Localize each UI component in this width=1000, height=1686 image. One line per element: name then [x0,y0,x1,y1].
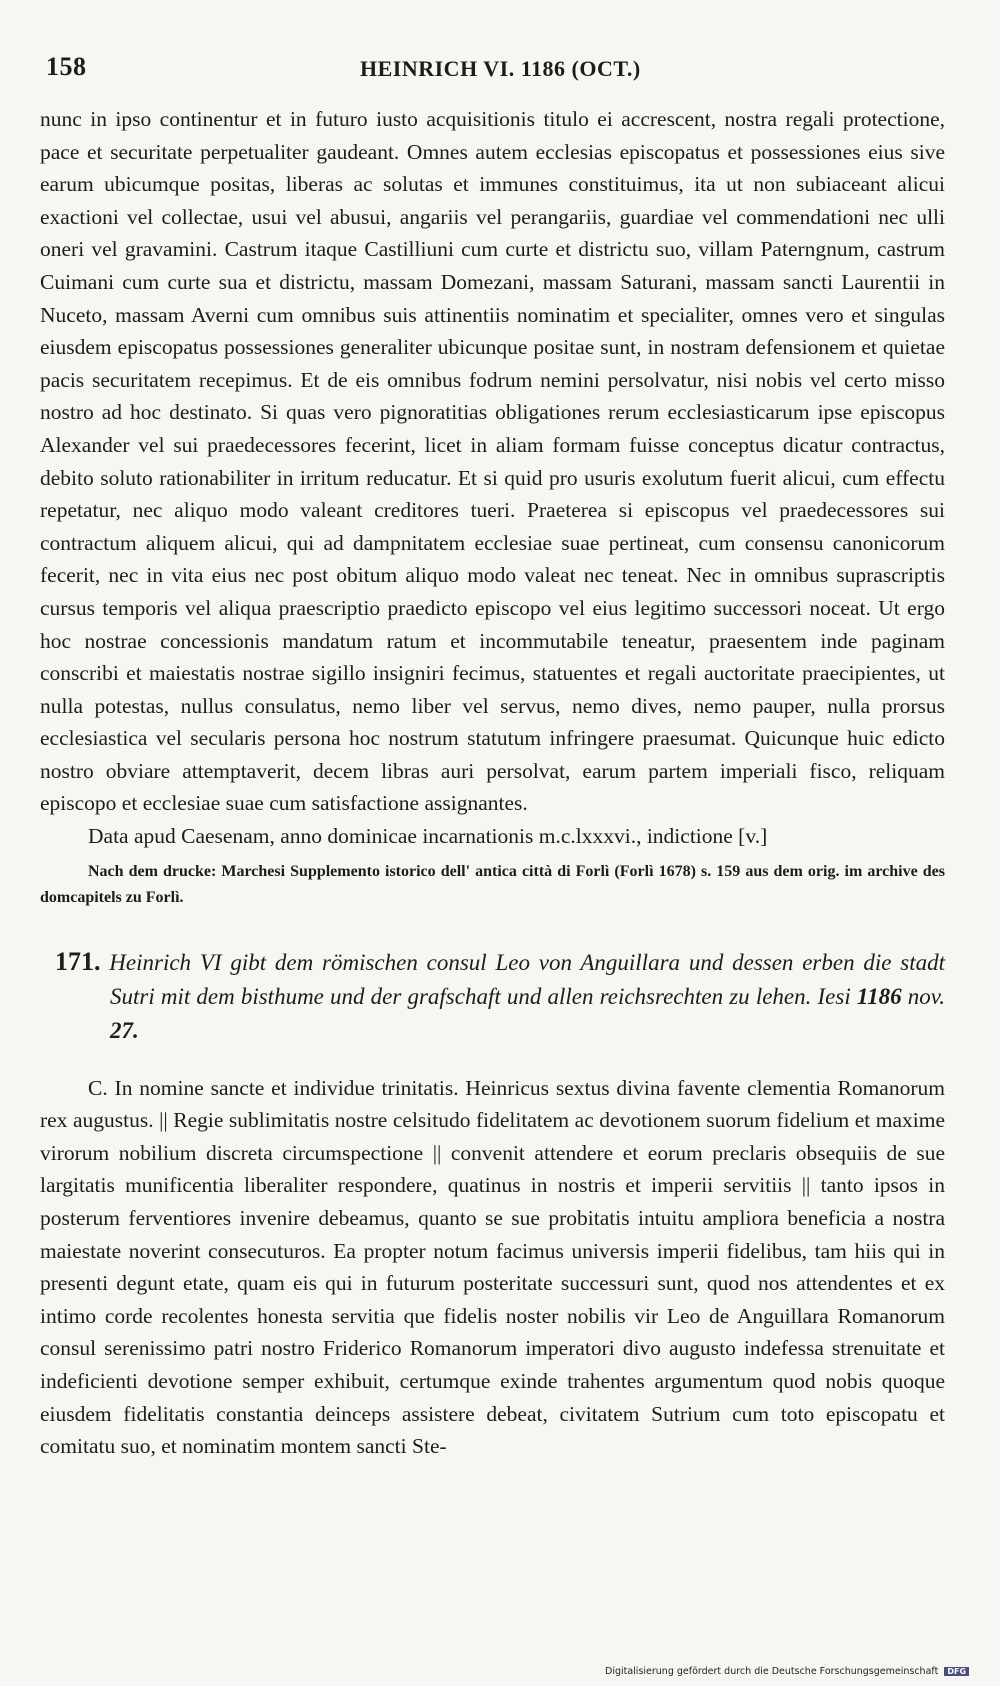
previous-document-text: nunc in ipso continentur et in futuro iusto acquisitionis titulo ei accrescent, nostra regali protectione, pace et securitate perpetualiter gaudeant. Omnes autem ecclesias episcopatus et possessiones eius sive earum ubicumque positas, liberas ac solutas et immunes constituimus, ita ut non subiaceant alicui exactioni vel collectae, usui vel abusui, angariis vel perangariis, guardiae vel commendationi nec ulli oneri vel gravamini. Castrum itaque Castilliuni cum curte et districtu suo, villam Paterngnum, castrum Cuimani cum curte sua et districtu, massam Domezani, massam Saturani, massam sancti Laurentii in Nuceto, massam Averni cum omnibus suis attinentiis nominatim et specialiter, omnes vero et singulas eiusdem episcopatus possessiones generaliter ubicunque positae sunt, in nostram defensionem et quietae pacis securitatem recepimus. Et de eis omnibus fodrum nemini persolvatur, nisi nobis vel certo misso nostro ad hoc destinato. Si quas vero pignoratitias obligationes rerum ecclesiasticarum ipse episcopus Alexander vel sui praedecessores fecerint, licet in aliam formam fuisse conceptus dicatur contractus, debito soluto rationabiliter in irritum reducatur. Et si quid pro usuris exolutum fuerit alicui, cum effectu repetatur, nec aliquo modo valeant creditores tueri. Praeterea si episcopus vel praedecessores sui contractum aliquem alicui, qui ad dampnitatem ecclesiae suae pertineat, cum consensu canonicorum fecerit, nec in vita eius nec post obitum aliquo modo valeat nec teneat. Nec in omnibus suprascriptis cursus temporis vel aliqua praescriptio praedicto episcopo vel eius legitimo successori noceat. Ut ergo hoc nostrae concessionis mandatum ratum et incommutabile teneatur, praesentem inde paginam conscribi et maiestatis nostrae sigillo insigniri fecimus, statuentes et regali auctoritate praecipientes, ut nulla potestas, nullus consulatus, nemo liber vel servus, nemo dives, nemo pauper, nulla prorsus ecclesiastica vel secularis persona hoc nostrum statutum infringere praesumat. Quicunque huic edicto nostro obviare attemptaverit, decem libras auri persolvat, earum partem imperiali fisco, reliquam episcopo et ecclesiae suae cum satisfactione assignantes. [40,107,945,816]
digitization-credit [605,1666,990,1680]
dfg-logo: DFG [944,1667,969,1676]
source-note: Nach dem drucke: Marchesi Supplemento istorico dell' antica città di Forlì (Forlì 1678) s. 159 aus dem orig. im archive des domcapitels zu Forlì. [40,862,945,906]
document-text: C. In nomine sancte et individue trinitatis. Heinricus sextus divina favente clementia Romanorum rex augustus. || Regie sublimitatis nostre celsitudo fidelitatem ac devotionem suorum fidelium et maxime virorum nobilium discreta circumspectione || convenit attendere et eorum preclaris obsequiis de sue largitatis munificentia liberaliter respondere, quatinus in nostris et imperii servitiis || tanto ipsos in posterum ferventiores invenire debeamus, quanto se sue probitatis intuitu ampliora beneficia a nostra maiestate noverint consecuturos. Ea propter notum facimus universis imperii fidelibus, tam hiis qui in presenti degunt etate, quam eis qui in futurum posteritate successuri sunt, quod nos attendentes et ex intimo corde recolentes honesta servitia que fidelis noster nobilis vir Leo de Anguillara Romanorum consul serenissimo patri nostro Friderico Romanorum imperatori divo augusto indefessa strenuitate et indeficienti devotione semper exhibuit, certumque exinde trahentes argumentum quod nobis quoque eiusdem fidelitatis constantia deinceps assistere debeat, civitatem Sutrium cum toto episcopatu et comitatu suo, et nominatim montem sancti Ste- [40,1075,945,1459]
page-header [40,50,945,86]
dating-clause: Data apud Caesenam, anno dominicae incarnationis m.c.lxxxvi., indictione [v.] [88,824,768,849]
document-day: 27. [110,1017,139,1043]
document-year: 1186 [856,983,902,1009]
document-summary: Heinrich VI gibt dem römischen consul Leo von Anguillara und dessen erben die stadt Sutri mit dem bisthume und der grafschaft und allen reichsrechten zu lehen. Iesi [109,949,945,1009]
page-body [40,103,945,1463]
page-number: 158 [46,52,87,81]
credit-text: Digitalisierung gefördert durch die Deutsche Forschungsgemeinschaft [605,1666,939,1677]
document-number: 171. [55,946,101,976]
running-title: HEINRICH VI. 1186 (OCT.) [360,56,641,81]
document-month: nov. [901,983,945,1009]
document-heading [40,945,945,1048]
